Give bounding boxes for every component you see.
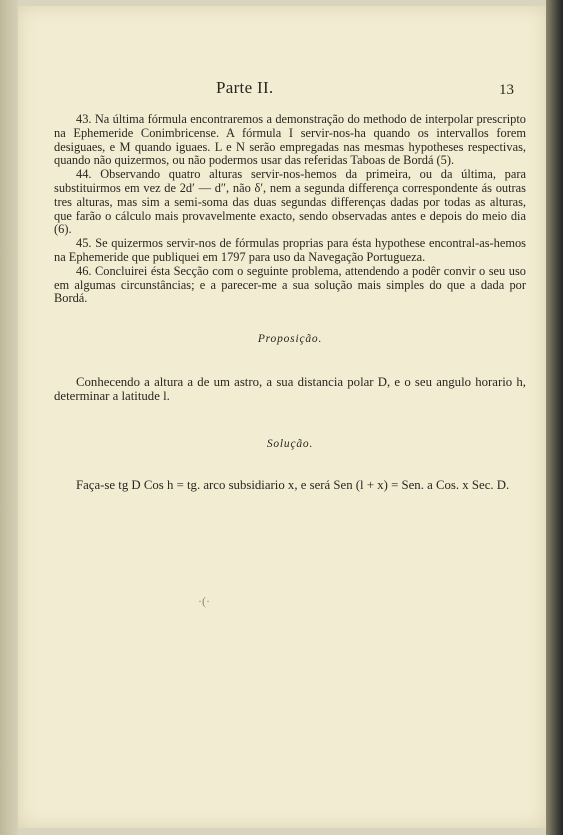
solution-formula: Faça-se tg D Cos h = tg. arco subsidiario x, e será Sen (l + x) = Sen. a Cos. x Sec. D. — [76, 477, 510, 492]
book-page — [18, 6, 546, 828]
paragraph-45: 45. Se quizermos servir-nos de fórmulas proprias para ésta hypothese encontral-as-hemos na Ephemeride que publiquei em 1797 para uso da Navegação Portugueza. — [54, 236, 526, 264]
page-mark: ·(· — [198, 594, 210, 608]
proposition-text: Conhecendo a altura a de um astro, a sua distancia polar D, e o seu angulo horario h, determinar a latitude l. — [54, 374, 526, 404]
page-header — [18, 78, 546, 102]
paragraph-43: 43. Na última fórmula encontraremos a demonstração do methodo de interpolar prescripto na Ephemeride Conimbricense. A fórmula I servir-nos-ha quando os intervallos forem desiguaes, e M quando iguaes. L e N serão empregadas nas mesmas hypotheses respectivas, quando não quizermos, ou não podermos usar das referidas Taboas de Bordá (5). — [54, 112, 526, 168]
proposition-title: Proposição. — [257, 333, 323, 346]
scan-right-edge — [546, 0, 563, 835]
solution-title: Solução. — [266, 437, 314, 450]
scan-left-edge — [0, 0, 18, 835]
page-number: 13 — [499, 82, 514, 98]
paragraph-44: 44. Observando quatro alturas servir-nos-hemos da primeira, ou da última, para substituirmos em vez de 2d′ — d″, não δ′, nem a segunda differença correspondente ás outras tres alturas, mas sim a semi-soma das duas segundas differenças dadas por todas as alturas, que farão o cálculo mais provavelmente exacto, sendo observadas antes e depois do meio dia (6). — [54, 167, 526, 237]
body-text — [54, 113, 526, 492]
running-head: Parte II. — [216, 78, 274, 97]
paragraph-46: 46. Concluirei ésta Secção com o seguinte problema, attendendo a podêr convir o seu uso em algumas circunstâncias; e a parecer-me a sua solução mais simples do que a dada por Bordá. — [54, 263, 526, 306]
